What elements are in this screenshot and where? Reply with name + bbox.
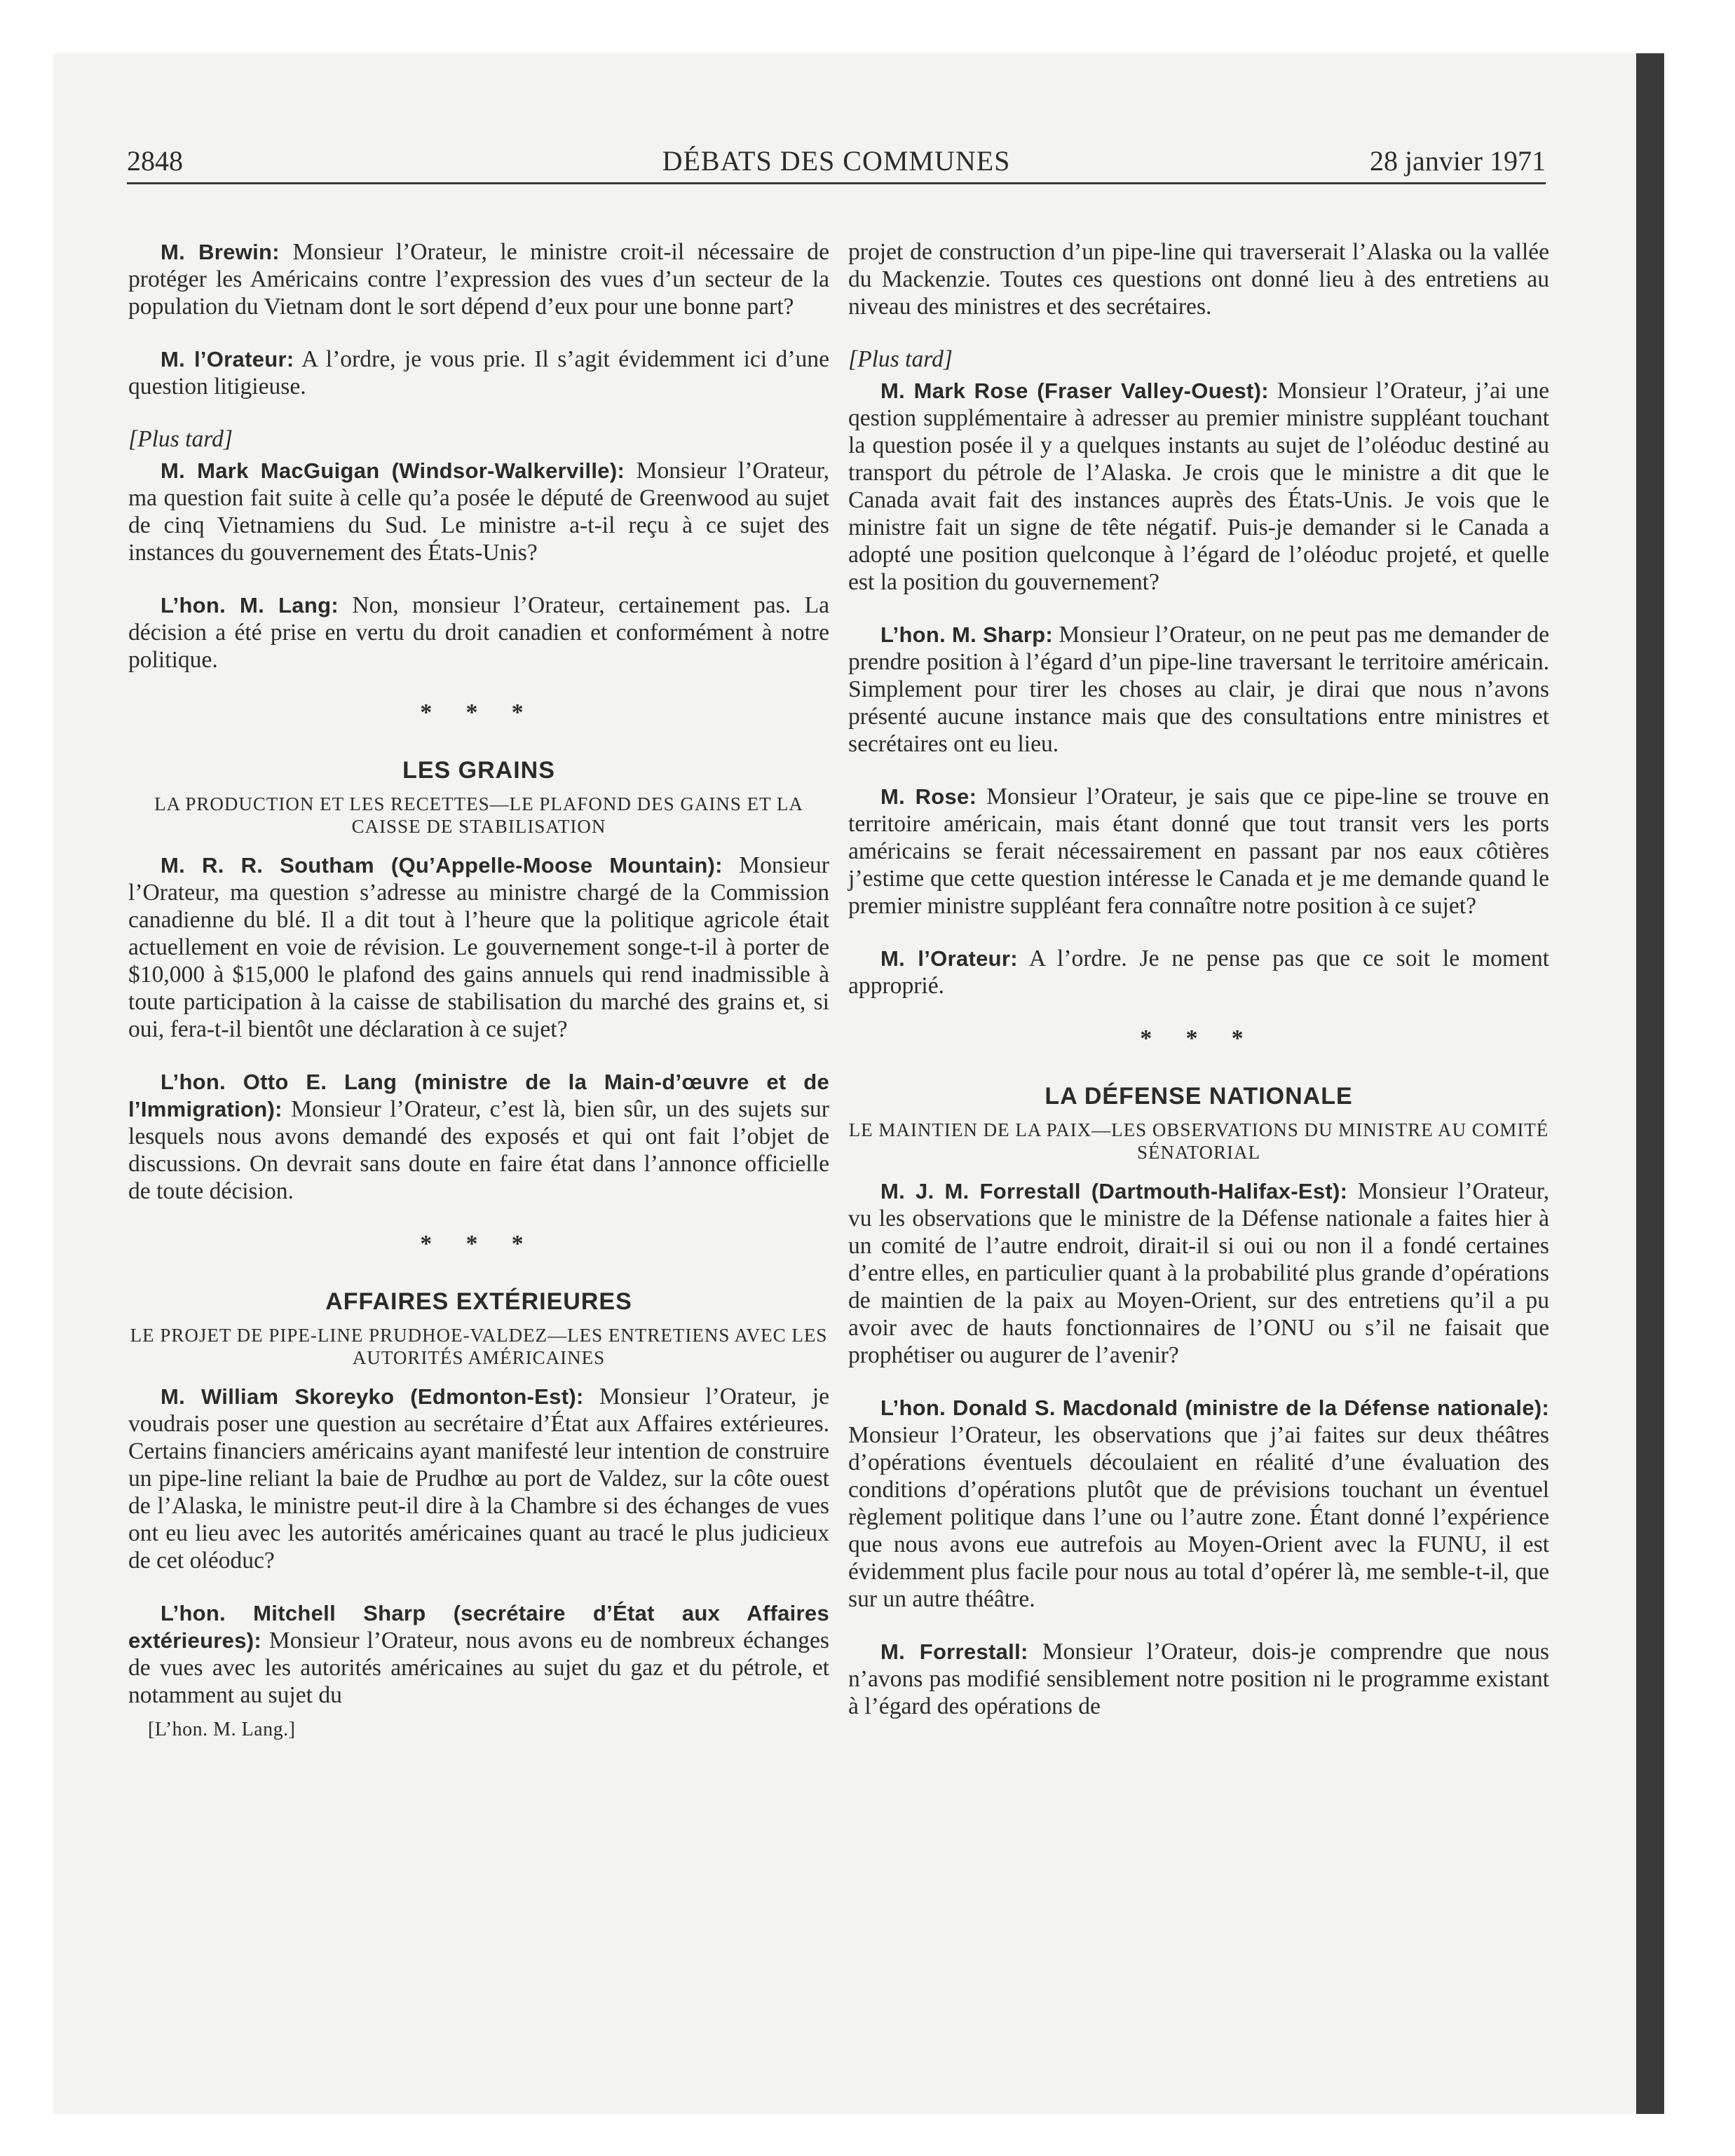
speech-text: Monsieur l’Orateur, le ministre croit-il nécessaire de protéger les Américains contre l’expression des vues d’un secteur de la population du Vietnam dont le sort dépend d’eux pour une bonne part? xyxy=(128,239,829,320)
section-heading: LES GRAINS xyxy=(402,757,555,784)
left-column xyxy=(128,238,829,1743)
paragraph-continued: projet de construction d’un pipe-line qui traverserait l’Alaska ou la vallée du Mackenzie. Toutes ces questions ont donné lieu à des entretiens au niveau des ministres et des secrétaires. xyxy=(848,239,1549,320)
paragraph xyxy=(128,1068,829,1205)
speaker-name: L’hon. Donald S. Macdonald (ministre de la Défense nationale): xyxy=(880,1396,1549,1420)
paragraph xyxy=(848,783,1549,920)
speaker-name: M. Forrestall: xyxy=(880,1639,1028,1664)
speech-text: Monsieur l’Orateur, ma question fait suite à celle qu’a posée le député de Greenwood au sujet de cinq Vietnamiens du Sud. Le ministre a-t-il reçu à ce sujet des instances du gouvernement des États-Unis? xyxy=(128,458,829,566)
paragraph xyxy=(128,1599,829,1709)
paragraph xyxy=(848,945,1549,999)
section-heading: LA DÉFENSE NATIONALE xyxy=(1045,1083,1353,1110)
section-separator: * * * xyxy=(420,1231,538,1257)
speech-text: Non, monsieur l’Orateur, certainement pas. La décision a été prise en vertu du droit canadien et conformément à notre politique. xyxy=(128,592,830,673)
page-number: 2848 xyxy=(127,145,183,177)
section-separator: * * * xyxy=(1140,1025,1258,1051)
section-heading: AFFAIRES EXTÉRIEURES xyxy=(325,1288,632,1315)
paragraph xyxy=(848,1178,1549,1369)
section-subheading: LE PROJET DE PIPE-LINE PRUDHOE-VALDEZ—LES ENTRETIENS AVEC LES AUTORITÉS AMÉRICAINES xyxy=(130,1325,828,1368)
speech-text: Monsieur l’Orateur, je voudrais poser une question au secrétaire d’État aux Affaires extérieures. Certains financiers américains ayant manifesté leur intention de construire un pipe-line reliant la baie de Prudhœ au port de Valdez, sur la côte ouest de l’Alaska, le ministre peut-il dire à la Chambre si des échanges de vues ont eu lieu avec les autorités américaines quant au tracé le plus judicieux de cet oléoduc? xyxy=(128,1384,829,1574)
section-subheading: LE MAINTIEN DE LA PAIX—LES OBSERVATIONS DU MINISTRE AU COMITÉ SÉNATORIAL xyxy=(848,1119,1549,1163)
running-header xyxy=(127,144,1546,184)
speaker-name: L’hon. Mitchell Sharp (secrétaire d’État aux Affaires extérieures): xyxy=(128,1601,829,1653)
speaker-name: L’hon. M. Sharp: xyxy=(880,622,1054,647)
later-marker: [Plus tard] xyxy=(848,346,953,372)
speaker-name: M. l’Orateur: xyxy=(880,946,1018,971)
speaker-name: M. Rose: xyxy=(880,784,977,809)
speaker-name: L’hon. Otto E. Lang (ministre de la Main-d’œuvre et de l’Immigration): xyxy=(128,1070,829,1121)
speech-text: A l’ordre, je vous prie. Il s’agit évidemment ici d’une question litigieuse. xyxy=(128,346,830,400)
speech-text: Monsieur l’Orateur, dois-je comprendre que nous n’avons pas modifié sensiblement notre position ni le programme existant à l’égard des opérations de xyxy=(848,1639,1550,1719)
speech-text: Monsieur l’Orateur, vu les observations que le ministre de la Défense nationale a faites hier à un comité de l’autre endroit, dirait-il si oui ou non il a fondé certaines d’entre elles, en particulier quant à la probabilité plus grande d’opérations de maintien de la paix au Moyen-Orient, sur des entretiens qu’il a pu avoir avec de hauts fonctionnaires de l’ONU ou s’il ne faisait que prophétiser ou augurer de l’avenir? xyxy=(848,1178,1550,1368)
paragraph xyxy=(128,457,829,566)
speech-text: Monsieur l’Orateur, j’ai une qestion supplémentaire à adresser au premier ministre suppléant touchant la question posée il y a quelques instants au sujet de l’oléoduc destiné au transport du pétrole de l’Alaska. Je crois que le ministre a dit que le Canada avait fait des instances auprès des États-Unis. Je vois que le ministre fait un signe de tête négatif. Puis-je demander si le Canada a adopté une position quelconque à l’égard de l’oléoduc projeté, et quelle est la position du gouvernement? xyxy=(848,378,1549,595)
right-column xyxy=(848,238,1549,1745)
speech-text: A l’ordre. Je ne pense pas que ce soit le moment approprié. xyxy=(848,946,1549,999)
paragraph xyxy=(128,592,829,674)
speaker-name: M. William Skoreyko (Edmonton-Est): xyxy=(161,1384,584,1409)
paragraph xyxy=(848,1394,1549,1613)
speaker-name: M. l’Orateur: xyxy=(161,347,294,371)
speaker-name: L’hon. M. Lang: xyxy=(161,593,339,618)
speaker-name: M. Brewin: xyxy=(161,240,280,264)
paragraph xyxy=(128,852,829,1043)
header-date: 28 janvier 1971 xyxy=(1369,145,1546,177)
speaker-name: M. Mark Rose (Fraser Valley-Ouest): xyxy=(880,378,1269,403)
section-subheading: LA PRODUCTION ET LES RECETTES—LE PLAFOND DES GAINS ET LA CAISSE DE STABILISATION xyxy=(154,793,803,837)
paragraph xyxy=(128,238,829,320)
speaker-name: M. R. R. Southam (Qu’Appelle-Moose Mountain): xyxy=(161,853,723,878)
paragraph xyxy=(848,377,1549,596)
speaker-name: M. J. M. Forrestall (Dartmouth-Halifax-Est): xyxy=(880,1179,1348,1203)
later-marker: [Plus tard] xyxy=(128,426,233,452)
publication-title: DÉBATS DES COMMUNES xyxy=(662,145,1011,177)
speech-text: Monsieur l’Orateur, les observations que j’ai faites sur deux théâtres d’opérations éventuels découlaient en réalité d’une évaluation des conditions d’opérations plutôt que de prévisions touchant un éventuel règlement politique dans l’une ou l’autre zone. Étant donné l’expérience que nous avons eue autrefois au Moyen-Orient avec la FUNU, il est évidemment plus facile pour nous au total d’opérer là, me semble-t-il, que sur un autre théâtre. xyxy=(848,1422,1549,1612)
speech-text: Monsieur l’Orateur, nous avons eu de nombreux échanges de vues avec les autorités américaines au sujet du gaz et du pétrole, et notamment au sujet du xyxy=(128,1628,829,1708)
paragraph xyxy=(848,1638,1549,1720)
speech-text: Monsieur l’Orateur, ma question s’adresse au ministre chargé de la Commission canadienne du blé. Il a dit tout à l’heure que la politique agricole était actuellement en voie de révision. Le gouvernement songe-t-il à porter de $10,000 à $15,000 le plafond des gains annuels qui rend inadmissible à toute participation à la caisse de stabilisation du marché des grains et, si oui, fera-t-il bientôt une déclaration à ce sujet? xyxy=(128,852,829,1042)
paragraph xyxy=(848,621,1549,758)
speaker-footnote: [L’hon. M. Lang.] xyxy=(148,1719,296,1740)
paragraph xyxy=(128,346,829,400)
speech-text: Monsieur l’Orateur, c’est là, bien sûr, un des sujets sur lesquels nous avons demandé des exposés et qui ont fait l’objet de discussions. On devrait sans doute en faire état dans l’annonce officielle de toute décision. xyxy=(128,1096,829,1204)
paragraph xyxy=(128,1383,829,1574)
speech-text: Monsieur l’Orateur, on ne peut pas me demander de prendre position à l’égard d’un pipe-line traversant le territoire américain. Simplement pour tirer les choses au clair, je dirai que nous n’avons présenté aucune instance mais que des consultations entre ministres et secrétaires ont eu lieu. xyxy=(848,622,1549,757)
section-separator: * * * xyxy=(420,700,538,725)
scan-edge-bar xyxy=(1636,53,1664,2114)
speaker-name: M. Mark MacGuigan (Windsor-Walkerville): xyxy=(161,458,625,483)
speech-text: Monsieur l’Orateur, je sais que ce pipe-line se trouve en territoire américain, mais étant donné que tout transit vers les ports américains se ferait nécessairement en passant par nos eaux côtières j’estime que cette question intéresse le Canada et je me demande quand le premier ministre suppléant fera connaître notre position à ce sujet? xyxy=(848,784,1549,919)
